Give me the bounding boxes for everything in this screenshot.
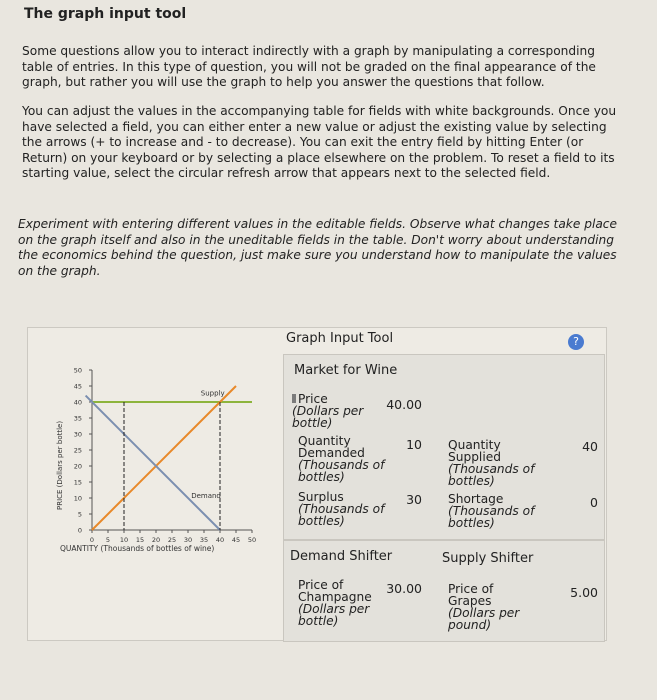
grapes-group bbox=[448, 583, 540, 631]
demand-label: Demand bbox=[191, 492, 221, 500]
demand-line[interactable] bbox=[86, 396, 220, 530]
shifters-table bbox=[283, 540, 605, 642]
x-tick-label: 0 bbox=[89, 536, 95, 544]
supply-shifter-title: Supply Shifter bbox=[442, 551, 534, 566]
x-tick-label: 25 bbox=[167, 536, 177, 544]
grapes-label: Price of Grapes bbox=[448, 582, 494, 608]
y-tick-label: 35 bbox=[73, 414, 82, 423]
x-axis-label: QUANTITY (Thousands of bottles of wine) bbox=[60, 544, 215, 553]
shortage-unit: (Thousands of bottles) bbox=[448, 504, 535, 530]
qs-label: Quantity Supplied bbox=[448, 438, 501, 464]
supply-label: Supply bbox=[200, 389, 225, 398]
y-tick-label: 25 bbox=[73, 446, 82, 455]
market-title: Market for Wine bbox=[294, 363, 398, 378]
qd-unit: (Thousands of bottles) bbox=[298, 458, 385, 484]
champagne-unit: (Dollars per bottle) bbox=[298, 602, 370, 628]
x-tick-label: 50 bbox=[247, 536, 257, 544]
y-tick-label: 45 bbox=[73, 382, 82, 391]
surplus-label: Surplus bbox=[298, 490, 344, 504]
price-marker-icon bbox=[292, 394, 296, 403]
x-tick-label: 30 bbox=[183, 536, 193, 544]
experiment-paragraph: Experiment with entering different values in the editable fields. Observe what changes take place on the graph itself and also in the uneditable fields in the table. Don't worry about understanding the economics behind the question, just make sure you understand how to manipulate the values on the graph. bbox=[18, 217, 618, 278]
y-axis-label: PRICE (Dollars per bottle) bbox=[56, 420, 64, 510]
x-tick-label: 15 bbox=[135, 536, 145, 544]
qd-label: Quantity Demanded bbox=[298, 434, 365, 460]
shortage-label: Shortage bbox=[448, 492, 504, 506]
grapes-price-field[interactable]: 5.00 bbox=[570, 585, 598, 600]
quantity-supplied-value: 40 bbox=[582, 439, 598, 454]
shortage-value: 0 bbox=[590, 495, 598, 510]
shortage-group bbox=[448, 493, 538, 529]
surplus-unit: (Thousands of bottles) bbox=[298, 502, 385, 528]
page-title: The graph input tool bbox=[24, 6, 187, 22]
tool-title: Graph Input Tool bbox=[286, 331, 394, 346]
y-tick-label: 50 bbox=[73, 366, 82, 375]
grapes-unit: (Dollars per pound) bbox=[448, 606, 520, 632]
price-label: Price bbox=[298, 392, 328, 406]
x-tick-label: 40 bbox=[215, 536, 225, 544]
intro-paragraph: Some questions allow you to interact indirectly with a graph by manipulating a corresponding table of entries. In this type of question, you will not be graded on the final appearance of the graph, but rather you will use the graph to help you answer the questions that follow. bbox=[22, 44, 596, 89]
demand-shifter-title: Demand Shifter bbox=[290, 549, 393, 564]
y-tick-label: 0 bbox=[77, 526, 82, 535]
price-field[interactable]: 40.00 bbox=[386, 397, 422, 412]
help-icon[interactable]: ? bbox=[568, 334, 584, 350]
market-table bbox=[283, 354, 605, 540]
champagne-label: Price of Champagne bbox=[298, 578, 372, 604]
quantity-demanded-value: 10 bbox=[406, 437, 422, 452]
quantity-demanded-group bbox=[298, 435, 388, 483]
y-tick-label: 40 bbox=[73, 398, 82, 407]
y-tick-label: 15 bbox=[73, 478, 82, 487]
instructions-paragraph: You can adjust the values in the accompanying table for fields with white backgrounds. Once you have selected a field, you can either enter a new value or adjust the existing value by selecting the arrows (+ to increase and - to decrease). You can exit the entry field by hitting Enter (or Return) on your keyboard or by selecting a place elsewhere on the problem. To reset a field to its starting value, select the circular refresh arrow that appears next to the selected field. bbox=[22, 104, 617, 180]
champagne-price-field[interactable]: 30.00 bbox=[386, 581, 422, 596]
surplus-value: 30 bbox=[406, 492, 422, 507]
x-tick-label: 5 bbox=[105, 536, 111, 544]
champagne-group bbox=[298, 579, 384, 627]
quantity-supplied-group bbox=[448, 439, 538, 487]
y-tick-label: 5 bbox=[77, 510, 82, 519]
x-tick-label: 10 bbox=[119, 536, 129, 544]
supply-line[interactable] bbox=[92, 386, 236, 530]
x-tick-label: 45 bbox=[231, 536, 241, 544]
surplus-group bbox=[298, 491, 388, 527]
price-label-group bbox=[292, 393, 376, 429]
qs-unit: (Thousands of bottles) bbox=[448, 462, 535, 488]
price-unit: (Dollars per bottle) bbox=[292, 404, 364, 430]
x-tick-label: 20 bbox=[151, 536, 161, 544]
graph bbox=[40, 360, 280, 570]
y-tick-label: 20 bbox=[73, 462, 82, 471]
x-tick-label: 35 bbox=[199, 536, 209, 544]
y-tick-label: 10 bbox=[73, 494, 82, 503]
y-tick-label: 30 bbox=[73, 430, 82, 439]
